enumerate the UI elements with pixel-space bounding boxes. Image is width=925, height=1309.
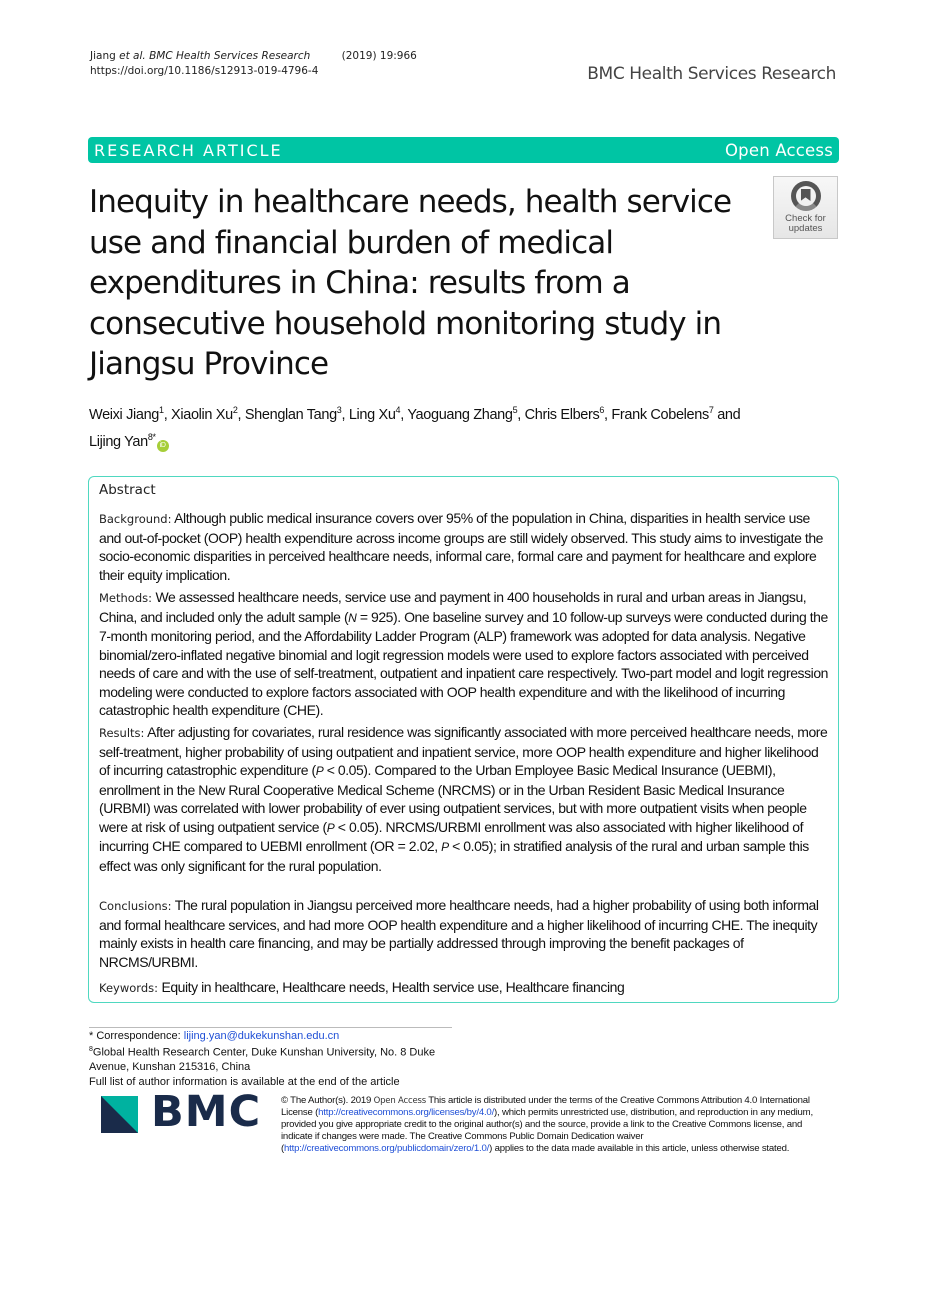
footnote-divider [89,1027,452,1028]
crossmark-icon [791,181,821,211]
author-separator: , [163,406,172,423]
methods-text-cont: = 925). One baseline survey and 10 follow-up surveys were conducted during the 7-month monitoring period, and the Affordability Ladder Program (ALP) framework was adopted for data analysis. Negative binomial/zero-inflated negative binomial and logit regression models were used to explore factors associated with perceived needs of care and with the use of self-treatment, outpatient and inpatient care respectively. Two-part model and logit regression modeling were conducted to explore factors associated with OOP health expenditure and with the likelihood of incurring catastrophic health expenditure (CHE). [99,608,828,718]
correspondence-email-link[interactable]: lijing.yan@dukekunshan.edu.cn [183,1030,340,1042]
abstract-methods [99,588,829,720]
full-author-info-note: Full list of author information is available at the end of the article [89,1075,400,1088]
results-label: Results: [99,726,145,740]
p-symbol: P [441,840,449,854]
abstract-heading: Abstract [99,482,156,498]
correspondence [89,1029,459,1043]
check-for-updates-line1: Check for [785,213,826,224]
open-access-label: Open Access [725,140,833,160]
author-separator: , [237,406,245,423]
article-title: Inequity in healthcare needs, health service use and financial burden of medical expenditures in China: results from a consecutive household monitoring study in Jiangsu Province [89,184,732,382]
check-for-updates-label [774,214,837,233]
author[interactable]: Ling Xu$^4$ [348,405,401,423]
author[interactable]: Shenglan Tang$^3$ [244,405,342,423]
check-for-updates-line2: updates [788,222,823,234]
abstract-keywords [99,978,829,998]
footnotes [89,1029,459,1089]
author-separator: and [713,406,741,423]
author-separator: , [400,406,408,423]
bmc-logo [101,1087,262,1137]
license-text: This article is distributed under the terms of the Creative Commons Attribution 4.0 International License ( [281,1095,810,1118]
copyright: © The Author(s). 2019 [281,1095,374,1106]
background-label: Background: [99,512,172,526]
conclusions-label: Conclusions: [99,899,172,913]
results-text-cont: < 0.05). NRCMS/URBMI enrollment was also associated with higher likelihood of incurring CHE compared to UEBMI enrollment (OR = 2.02, [99,818,804,854]
doi-link[interactable]: https://doi.org/10.1186/s12913-019-4796-4 [90,65,319,77]
correspondence-label: * Correspondence: [89,1030,184,1042]
license-statement [281,1095,831,1155]
author[interactable]: Frank Cobelens$^7$ [611,405,714,423]
author[interactable]: Xiaolin Xu$^2$ [171,405,238,423]
license-open-access-label: Open Access [373,1096,426,1106]
running-head [90,49,417,79]
abstract-conclusions [99,896,829,971]
journal-name: BMC Health Services Research [587,64,836,84]
results-text-cont: < 0.05); in stratified analysis of the rural and urban sample this effect was only significant for the rural population. [99,838,809,874]
methods-text: We assessed healthcare needs, service use and payment in 400 households in rural and urban areas in Jiangsu, China, and included only the adult sample ( [99,589,807,625]
methods-label: Methods: [99,591,152,605]
bmc-logo-text: BMC [151,1087,262,1137]
results-text-cont: < 0.05). Compared to the Urban Employee Basic Medical Insurance (UEBMI), enrollment in the New Rural Cooperative Medical Scheme (NRCMS) or in the Urban Resident Basic Medical Insurance (URBMI) was correlated with lower probability of ever using outpatient services, but with more outpatient visits when people were at risk of using outpatient service ( [99,762,807,835]
author[interactable]: Lijing Yan$^{8*}$ [89,431,156,450]
author[interactable]: Yaoguang Zhang$^5$ [407,405,518,423]
running-head-et-al: et al. [119,50,146,62]
author-separator: , [517,406,525,423]
author-separator: , [341,406,349,423]
abstract-results [99,723,829,875]
affiliation-number: 8 [89,1046,93,1054]
bmc-logo-mark-icon [101,1096,138,1133]
license-text-cont: ), which permits unrestricted use, distribution, and reproduction in any medium, provided you give appropriate credit to the original author(s) and the source, provide a link to the Creative Commons license, and indicate if changes were made. The Creative Commons Public Domain Dedication waiver ( [281,1107,813,1154]
running-head-journal: BMC Health Services Research [149,50,311,62]
p-symbol: P [315,764,324,778]
article-type-label: RESEARCH ARTICLE [94,140,283,160]
cc-zero-waiver-link[interactable]: http://creativecommons.org/publicdomain/zero/1.0/ [284,1143,490,1154]
check-for-updates-button[interactable] [773,176,838,239]
affiliation-text: Global Health Research Center, Duke Kunshan University, No. 8 Duke Avenue, Kunshan 215316, China [89,1046,436,1074]
running-head-citation-line [90,49,417,64]
abstract-background [99,509,829,584]
author[interactable]: Chris Elbers$^6$ [524,405,605,423]
cc-by-license-link[interactable]: http://creativecommons.org/licenses/by/4.0/ [318,1107,495,1118]
author[interactable]: Weixi Jiang$^1$ [89,405,164,423]
running-head-author: Jiang [90,50,116,62]
results-text: After adjusting for covariates, rural residence was significantly associated with more perceived healthcare needs, more self-treatment, higher probability of using outpatient and inpatient service, more OOP health expenditure and higher likelihood of incurring catastrophic expenditure ( [99,724,828,778]
affiliation [89,1043,459,1074]
article-type-banner [88,137,839,163]
keywords-label: Keywords: [99,981,158,995]
keywords-text: Equity in healthcare, Healthcare needs, Health service use, Healthcare financing [161,979,625,995]
n-symbol: N [348,610,357,625]
running-head-volume: (2019) 19:966 [341,50,417,62]
author-separator: , [604,406,612,423]
author-list [89,399,839,453]
conclusions-text: The rural population in Jiangsu perceived more healthcare needs, had a higher probability of using both informal and formal healthcare services, and had more OOP health expenditure and a higher likelihood of incurring CHE. The inequity mainly exists in health care financing, and may be partially addressed through improving the benefit packages of NRCMS/URBMI. [99,897,819,970]
license-text-end: ) applies to the data made available in this article, unless otherwise stated. [489,1143,790,1154]
p-symbol: P [326,820,335,835]
background-text: Although public medical insurance covers over 95% of the population in China, disparities in health service use and out-of-pocket (OOP) health expenditure across income groups are still widely observed. This study aims to investigate the socio-economic disparities in perceived healthcare needs, informal care, formal care and payment for healthcare and explore their equity implication. [99,510,823,583]
orcid-icon[interactable]: iD [157,440,169,452]
